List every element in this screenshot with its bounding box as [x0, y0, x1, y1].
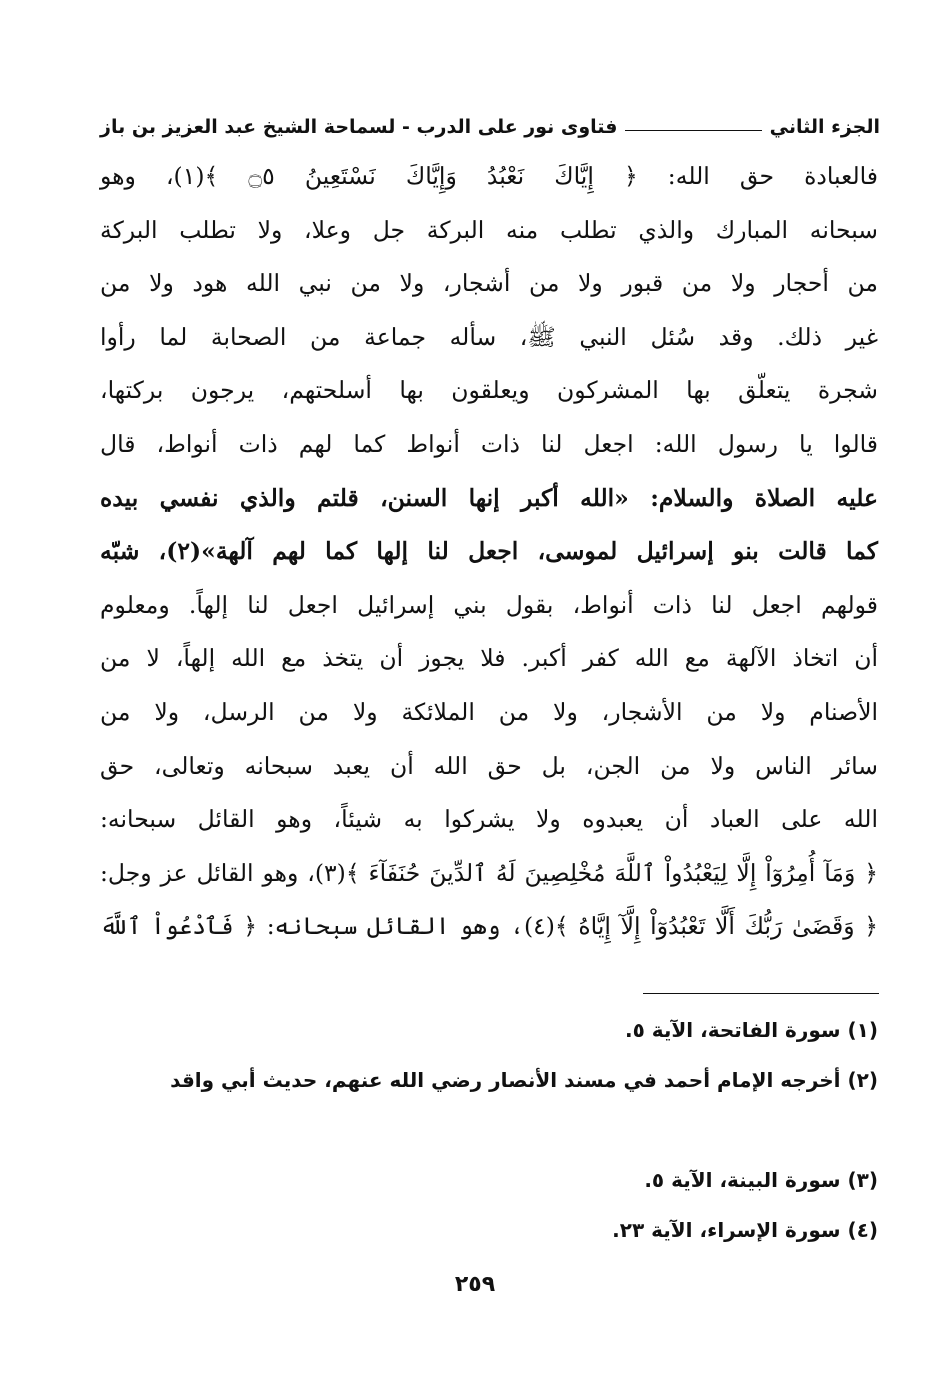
- header-rule: [625, 130, 761, 131]
- text-line: كما قالت بنو إسرائيل لموسى، اجعل لنا إلها كما لهم آلهة»(٢)، شبّه: [100, 537, 878, 566]
- text-line: فالعبادة حق الله: ﴿ إِيَّاكَ نَعْبُدُ وَإِيَّاكَ نَسْتَعِينُ ۝٥ ﴾(١)، وهو: [100, 162, 878, 190]
- header-part: الجزء الثاني: [769, 116, 880, 138]
- text-line: الله على العباد أن يعبدوه ولا يشركوا به شيئاً، وهو القائل سبحانه:: [100, 805, 878, 834]
- footnote: (٤) سورة الإسراء، الآية ٢٣.: [612, 1218, 878, 1242]
- text-line: أن اتخاذ الآلهة مع الله كفر أكبر. فلا يجوز أن يتخذ مع الله إلهاً، لا من: [100, 644, 878, 673]
- main-text: [100, 150, 878, 954]
- text-line: شجرة يتعلّق بها المشركون ويعلقون بها أسلحتهم، يرجون بركتها،: [100, 376, 878, 405]
- text-line: سبحانه المبارك والذي تطلب منه البركة جل وعلا، ولا تطلب البركة: [100, 215, 878, 244]
- text-line: ﴿ وَقَضَىٰ رَبُّكَ أَلَّا تَعْبُدُوٓاْ إِلَّآ إِيَّاهُ ﴾(٤)، وهو القائل سبحانه: ﴿ فَٱدْعُواْ ٱللَّهَ: [100, 912, 878, 941]
- text-line: الأصنام ولا من الأشجار، ولا من الملائكة ولا من الرسل، ولا من: [100, 697, 878, 726]
- text-line: عليه الصلاة والسلام: «الله أكبر إنها السنن، قلتم والذي نفسي بيده: [100, 483, 878, 512]
- text-line: سائر الناس ولا من الجن، بل حق الله أن يعبد سبحانه وتعالى، حق: [100, 751, 878, 780]
- text-line: ﴿ وَمَآ أُمِرُوٓاْ إِلَّا لِيَعْبُدُواْ ٱللَّهَ مُخْلِصِينَ لَهُ ٱلدِّينَ حُنَفَآءَ ﴾(٣)، وهو القائل عز وجل:: [100, 858, 878, 887]
- footnote: (٣) سورة البينة، الآية ٥.: [644, 1168, 878, 1192]
- text-line: من أحجار ولا من قبور ولا من أشجار، ولا من نبي الله هود ولا من: [100, 269, 878, 298]
- footnote-continuation: [100, 1105, 878, 1155]
- page-number: ٢٥٩: [454, 1272, 496, 1297]
- footnote: (١) سورة الفاتحة، الآية ٥.: [624, 1018, 878, 1042]
- footnote-divider: [643, 993, 879, 994]
- running-header: [100, 102, 880, 138]
- header-title: فتاوى نور على الدرب - لسماحة الشيخ عبد العزيز بن باز: [100, 116, 618, 138]
- text-line: قولهم اجعل لنا ذات أنواط، بقول بني إسرائيل اجعل لنا إلهاً. ومعلوم: [100, 590, 878, 619]
- text-line: غير ذلك. وقد سُئل النبي ﷺ، سأله جماعة من الصحابة لما رأوا: [100, 322, 878, 351]
- text-line: قالوا يا رسول الله: اجعل لنا ذات أنواط كما لهم ذات أنواط، قال: [100, 429, 878, 458]
- footnote: (٢) أخرجه الإمام أحمد في مسند الأنصار رضي الله عنهم، حديث أبي واقد: [170, 1068, 878, 1092]
- footnotes: [100, 1005, 878, 1255]
